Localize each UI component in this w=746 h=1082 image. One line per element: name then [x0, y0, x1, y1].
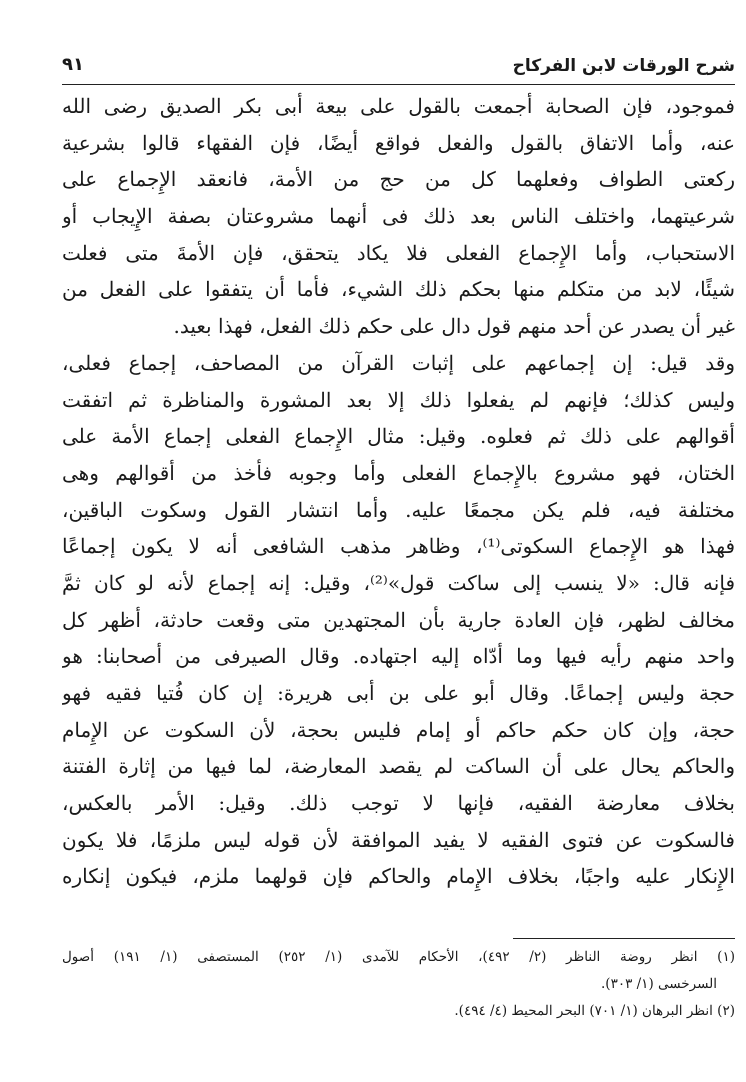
text-line: مخالف لظهر، فإن العادة جارية بأن المجتهدين متى وقعت حادثة، أظهر كل [62, 607, 735, 632]
text-line: والحاكم يحال على أن الساكت لم يقصد المعارضة، لما فيها من إثارة الفتنة [62, 754, 735, 779]
text-line: فالسكوت عن فتوى الفقيه لا يفيد الموافقة لأن قوله ليس ملزمًا، فلا يكون [62, 827, 735, 852]
text-line: حجة، وإن كان حكم حاكم أو إمام فليس بحجة، لأن السكوت عن الإِمام [62, 717, 735, 742]
text-line: فموجود، فإن الصحابة أجمعت بالقول على بيعة أبى بكر الصديق رضى الله [62, 94, 735, 118]
footnote-rule [513, 938, 735, 939]
text-line: فهذا هو الإِجماع السكوتى⁽¹⁾، وظاهر مذهب الشافعى أنه لا يكون إجماعًا [62, 534, 735, 559]
footnote-1-continued: السرخسى (١/ ٣٠٣). [601, 976, 717, 992]
text-line: شيئًا، لابد من متكلم منها بحكم ذلك الشيء، فأما أن يتفقوا على الفعل من [62, 277, 735, 302]
page-number: ٩١ [62, 54, 84, 75]
text-line: غير أن يصدر عن أحد منهم قول دال على حكم ذلك الفعل، فهذا بعيد. [173, 314, 735, 339]
text-line: أقوالهم على ذلك ثم فعلوه. وقيل: مثال الإِجماع الفعلى إجماع الأمة على [62, 424, 735, 449]
header-rule [62, 84, 735, 85]
text-line: عنه، وأما الاتفاق بالقول والفعل فواقع أيضًا، فإن الفقهاء قالوا بشرعية [62, 130, 735, 155]
running-title: شرح الورقات لابن الفركاح [512, 56, 735, 76]
text-line: مختلفة فيه، فلم يكن مجمعًا عليه. وأما انتشار القول وسكوت الباقين، [62, 497, 735, 522]
text-line: فإنه قال: «لا ينسب إلى ساكت قول»⁽²⁾، وقيل: إنه إجماع لأنه لو كان ثمَّ [62, 570, 735, 595]
main-text [62, 88, 735, 895]
text-line: واحد منهم رأيه فيها وما أدّاه إليه اجتهاده. وقال الصيرفى من أصحابنا: هو [62, 644, 735, 669]
text-line: وقد قيل: إن إجماعهم على إثبات القرآن من المصاحف، إجماع فعلى، [62, 350, 735, 375]
text-line: ركعتى الطواف وفعلهما كل من حج من الأمة، فانعقد الإِجماع على [62, 167, 735, 192]
footnotes [62, 944, 735, 1025]
footnote-2: (٢) انظر البرهان (١/ ٧٠١) البحر المحيط (٤/ ٤٩٤). [454, 1003, 735, 1019]
text-line: بخلاف معارضة الفقيه، فإنها لا توجب ذلك. وقيل: الأمر بالعكس، [62, 791, 735, 816]
text-line: وليس كذلك؛ فإنهم لم يفعلوا ذلك إلا بعد المشورة والمناظرة ثم اتفقت [62, 387, 735, 412]
text-line: الإِنكار عليه واجبًا، بخلاف الإِمام والحاكم فإن قولهما ملزم، فيكون إنكاره [62, 864, 735, 889]
page-header [62, 50, 735, 84]
footnote-1: (١) انظر روضة الناظر (٢/ ٤٩٢)، الأحكام للآمدى (١/ ٢٥٢) المستصفى (١/ ١٩١) أصول [62, 949, 735, 965]
text-line: الاستحباب، وأما الإِجماع الفعلى فلا يكاد يتحقق، فإن الأمةَ متى فعلت [62, 240, 735, 265]
text-line: الختان، فهو مشروع بالإِجماع الفعلى وأما وجوبه فأخذ من أقوالهم وهى [62, 460, 735, 485]
text-line: شرعيتهما، واختلف الناس بعد ذلك فى أنهما مشروعتان بصفة الإِيجاب أو [62, 204, 735, 229]
text-line: حجة وليس إجماعًا. وقال أبو على بن أبى هريرة: إن كان فُتيا فقيه فهو [62, 681, 735, 705]
